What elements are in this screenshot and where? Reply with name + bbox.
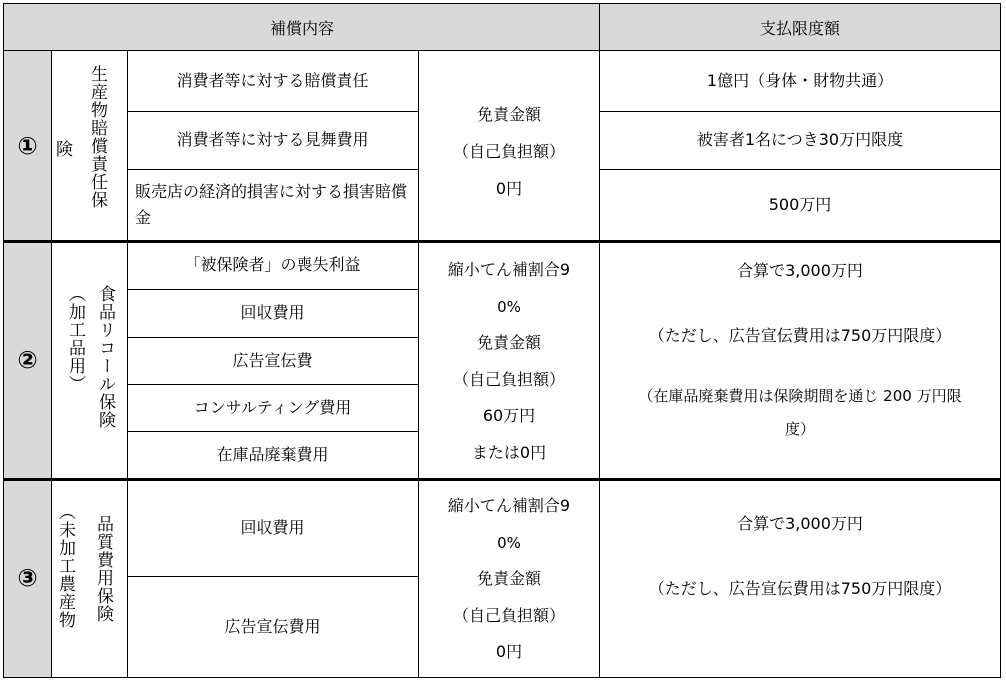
section-1-item-3: 販売店の経済的損害に対する損害賠償金 [135, 182, 408, 227]
section-3-deductible [418, 488, 600, 671]
deductible-line: 縮小てん補割合9 [447, 496, 571, 515]
row-rule [600, 169, 1001, 170]
deductible-line: （自己負担額） [452, 142, 565, 161]
section-1-number: ① [17, 132, 38, 160]
header-rule [3, 50, 1001, 51]
row-rule [127, 169, 418, 170]
limit-note-advertising: （ただし、広告宣伝費用は750万円限度） [648, 579, 952, 598]
deductible-line: 0% [497, 297, 521, 316]
section-rule-1 [3, 240, 1001, 243]
section-2-item-5: 在庫品廃棄費用 [216, 445, 329, 464]
deductible-line: または0円 [471, 442, 547, 462]
deductible-line: 0円 [495, 642, 523, 661]
section-1-category-tail: 険 [56, 140, 73, 160]
limit-note-advertising: （ただし、広告宣伝費用は750万円限度） [648, 326, 952, 345]
section-3-category-title: 品質費用保険 [93, 515, 113, 623]
row-rule [600, 111, 1001, 112]
section-1-limit-1: 1億円（身体・財物共通） [706, 71, 894, 90]
section-2-category-sub: （加工品用） [65, 285, 85, 393]
row-rule [127, 337, 418, 338]
header-coverage: 補償内容 [269, 19, 334, 38]
section-rule-2 [3, 478, 1001, 481]
row-rule [127, 289, 418, 290]
limit-note-inventory: （在庫品廃棄費用は保険期間を通じ 200 万円限 [638, 387, 962, 405]
deductible-line: （自己負担額） [452, 605, 565, 625]
section-2-category [51, 241, 127, 479]
section-2-item-3: 広告宣伝費 [232, 350, 313, 370]
section-3-item-1: 回収費用 [240, 517, 305, 537]
column-rule [127, 50, 128, 678]
table-border-bottom [3, 677, 1001, 678]
section-2-number: ② [17, 346, 38, 374]
column-rule [599, 3, 600, 678]
deductible-line: 免責金額 [476, 105, 541, 124]
deductible-line: （自己負担額） [452, 369, 565, 389]
limit-total: 合算で3,000万円 [737, 514, 863, 533]
section-2-deductible [418, 252, 600, 471]
row-rule [127, 111, 418, 112]
section-1-item-2: 消費者等に対する見舞費用 [176, 130, 369, 149]
deductible-line: 0% [497, 533, 521, 552]
section-3-category-sub: （未加工農産物 [55, 503, 75, 629]
limit-total: 合算で3,000万円 [737, 261, 863, 280]
section-1-deductible [418, 96, 600, 207]
deductible-line: 免責金額 [476, 333, 541, 352]
table-border-right [1000, 3, 1001, 678]
section-1-category [51, 51, 127, 241]
row-rule [127, 431, 418, 432]
section-3-category [51, 479, 127, 677]
table-border-left [3, 3, 4, 678]
section-2-item-2: 回収費用 [240, 303, 305, 322]
deductible-line: 免責金額 [476, 569, 541, 588]
header-limit: 支払限度額 [759, 19, 840, 38]
row-rule [127, 384, 418, 385]
section-3-limit [606, 505, 994, 602]
table-border-top [3, 3, 1001, 4]
column-rule [418, 50, 419, 678]
column-rule [51, 50, 52, 678]
section-3-number: ③ [17, 564, 38, 592]
deductible-line: 縮小てん補割合9 [447, 260, 571, 279]
section-2-category-title: 食品リコール保険 [95, 285, 115, 429]
deductible-line: 60万円 [482, 406, 536, 425]
limit-note-inventory-cont: 度） [784, 420, 815, 438]
section-1-item-1: 消費者等に対する賠償責任 [176, 71, 369, 90]
row-rule [127, 576, 418, 577]
deductible-line: 0円 [495, 179, 523, 198]
section-2-item-4: コンサルティング費用 [193, 397, 352, 417]
section-1-limit-3: 500万円 [768, 195, 832, 214]
section-1-limit-2: 被害者1名につき30万円限度 [696, 130, 904, 149]
section-1-category-title: 生産物賠償責任保 [87, 65, 107, 209]
section-3-item-2: 広告宣伝費用 [224, 616, 321, 636]
section-2-item-1: 「被保険者」の喪失利益 [184, 255, 361, 274]
section-2-limit [606, 252, 994, 449]
